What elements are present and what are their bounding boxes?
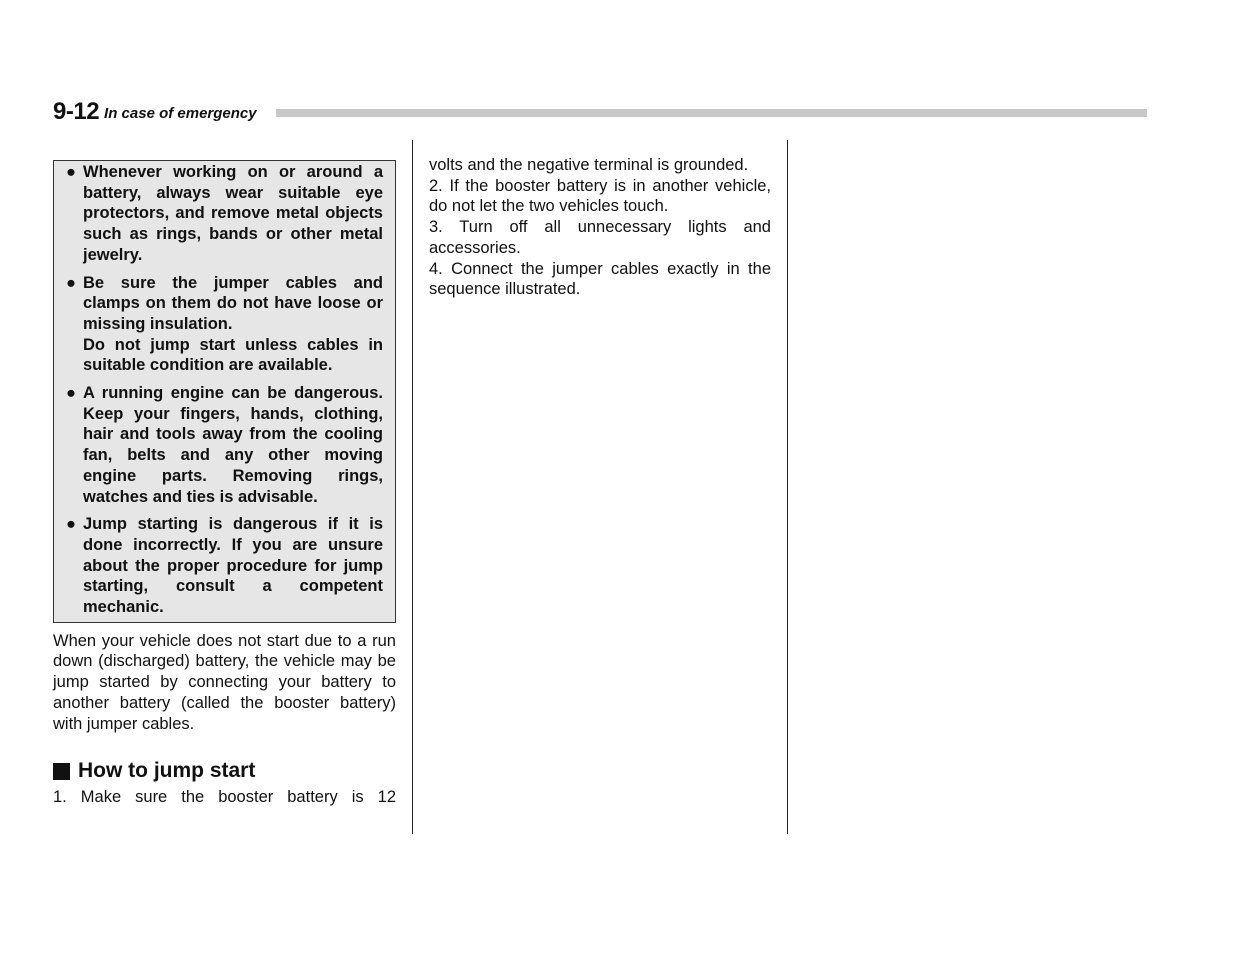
bullet-icon: ● <box>66 384 76 403</box>
warning-item-jump-start-danger <box>66 514 383 618</box>
page-number: 9-12 <box>53 98 100 125</box>
column-divider-2 <box>787 140 788 834</box>
bullet-icon: ● <box>66 163 76 181</box>
warning-text: Be sure the jumper cables and clamps on them do not have loose or missing insulation. <box>83 273 383 333</box>
bullet-icon: ● <box>66 273 76 292</box>
warning-text: Whenever working on or around a battery, always wear suitable eye protectors, and remove metal objects such as rings, bands or other metal jewelry. <box>83 163 383 264</box>
step-1-start: 1. Make sure the booster battery is 12 <box>53 788 396 807</box>
warning-text: Jump starting is dangerous if it is done incorrectly. If you are unsure about the proper procedure for jump starting, consult a competent mechanic. <box>83 515 383 617</box>
warning-list <box>66 162 383 618</box>
column-divider-1 <box>412 140 413 834</box>
step-4: 4. Connect the jumper cables exactly in the sequence illustrated. <box>429 259 771 299</box>
left-column <box>53 160 396 808</box>
step-3: 3. Turn off all unnecessary lights and accessories. <box>429 218 771 257</box>
header-rule <box>276 109 1147 117</box>
warning-item-eye-protection <box>66 162 383 266</box>
warning-text: A running engine can be dangerous. Keep your fingers, hands, clothing, hair and tools away from the cooling fan, belts and any other moving engine parts. Removing rings, watches and ties is advisable. <box>83 384 383 506</box>
step-2: 2. If the booster battery is in another vehicle, do not let the two vehicles touch. <box>429 176 771 216</box>
warning-text-continued: Do not jump start unless cables in suitable condition are available. <box>83 335 383 375</box>
section-heading-text: How to jump start <box>78 759 256 783</box>
section-heading <box>53 759 396 783</box>
section-title: In case of emergency <box>104 105 257 122</box>
warning-box <box>53 160 396 623</box>
warning-item-running-engine <box>66 383 383 507</box>
page-header <box>53 95 257 125</box>
intro-paragraph: When your vehicle does not start due to a run down (discharged) battery, the vehicle may be jump started by connecting your battery to another battery (called the booster battery) with jumper cables. <box>53 631 396 733</box>
warning-item-cable-insulation <box>66 273 383 377</box>
step-1-end: volts and the negative terminal is grounded. <box>429 156 749 174</box>
middle-column <box>429 155 771 300</box>
bullet-icon: ● <box>66 515 76 534</box>
square-bullet-icon <box>53 763 70 780</box>
